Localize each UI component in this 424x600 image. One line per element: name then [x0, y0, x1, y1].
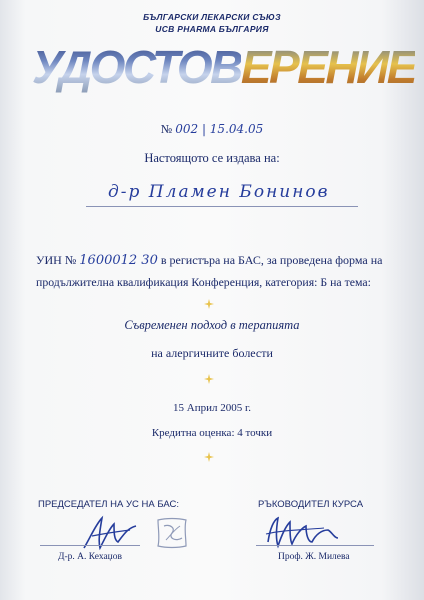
course-leader-name: Проф. Ж. Милева: [278, 552, 350, 562]
title-part-1: УДОСТОВ: [32, 36, 241, 98]
number-value: 002 | 15.04.05: [175, 122, 264, 136]
event-date: 15 Април 2005 г.: [173, 402, 251, 414]
issued-to-label: Настоящото се издава на:: [144, 151, 280, 165]
course-leader-signature-line: [256, 545, 374, 546]
recipient-name: д-р Пламен Бонинов: [108, 182, 330, 202]
registration-line: [36, 253, 396, 268]
registration-text: в регистъра на БАС, за проведена форма на: [160, 253, 383, 267]
chairman-signature-line: [40, 545, 140, 546]
chairman-role: ПРЕДСЕДАТЕЛ НА УС НА БАС:: [38, 499, 180, 510]
title-part-2: ЕРЕНИЕ: [241, 36, 415, 98]
name-underline: [86, 206, 358, 207]
qualification-line: продължителна квалификация Конференция, категория: Б на тема:: [36, 275, 371, 289]
chairman-name: Д-р. А. Кехаџов: [58, 552, 122, 562]
uin-label: УИН №: [36, 253, 77, 267]
ornament-star-icon: [204, 299, 214, 309]
sponsor-name: UCB PHARMA БЪЛГАРИЯ: [155, 24, 269, 34]
organization-name: БЪЛГАРСКИ ЛЕКАРСКИ СЪЮЗ: [143, 12, 281, 22]
topic-line-1: Съвременен подход в терапията: [124, 318, 300, 332]
ornament-star-icon: [204, 452, 214, 462]
credit-score: Кредитна оценка: 4 точки: [151, 427, 273, 439]
number-label: №: [160, 122, 173, 136]
course-leader-role: РЪКОВОДИТЕЛ КУРСА: [258, 499, 364, 510]
certificate-title: [32, 36, 415, 98]
association-seal-icon: [152, 516, 192, 555]
topic-line-2: на алергичните болести: [151, 346, 273, 360]
ornament-star-icon: [204, 374, 214, 384]
certificate-number: [0, 122, 424, 137]
uin-value: 1600012 30: [79, 253, 158, 268]
